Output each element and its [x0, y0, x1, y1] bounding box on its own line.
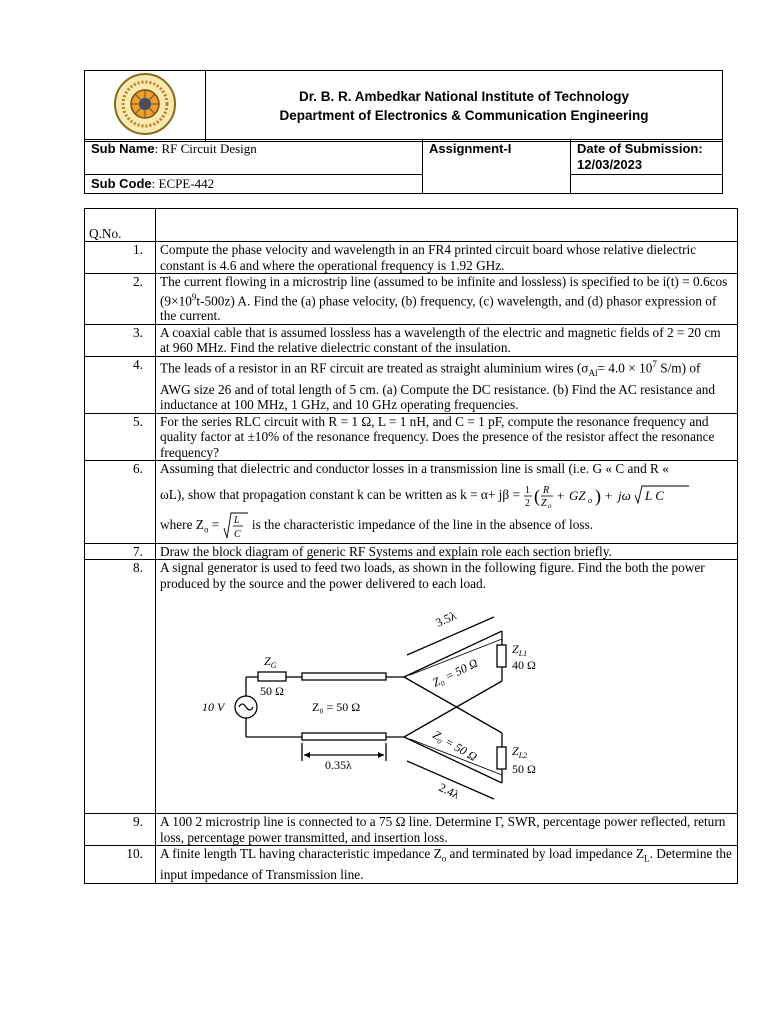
sub-name-value: : RF Circuit Design: [154, 141, 257, 156]
sub-name-cell: [85, 140, 423, 175]
header-title-cell: [206, 71, 723, 142]
svg-text:+: +: [605, 487, 613, 503]
question-text: Assuming that dielectric and conductor losses in a transmission line is small (i.e. G « C and R « ωL), show that propagation constant k can be written as k = α+ jβ = 1 2 ( R Z o + GZ o ) + jω L C where $Z_o$ = L C is the characteristic impedance of the line in the absence of loss.: [156, 461, 738, 544]
sub-code-value: : ECPE-442: [151, 176, 215, 191]
subject-info-table: [84, 139, 723, 194]
question-number: 3.: [85, 324, 156, 356]
question-number: 4.: [85, 356, 156, 413]
date-value: 12/03/2023: [577, 157, 643, 172]
question-number: 9.: [85, 814, 156, 846]
question-number: 1.: [85, 242, 156, 274]
svg-text:L: L: [233, 514, 240, 526]
logo-cell: [85, 71, 206, 142]
svg-text:o: o: [588, 495, 593, 505]
zl2-value: 50 Ω: [512, 762, 536, 776]
header-table: [84, 70, 723, 142]
date-cell: [571, 140, 723, 175]
department-name: Department of Electronics & Communication Engineering: [279, 108, 649, 123]
institute-seal-icon: [113, 72, 177, 136]
zl1-value: 40 Ω: [512, 658, 536, 672]
zg-value: 50 Ω: [260, 684, 284, 698]
circuit-diagram: [180, 595, 540, 813]
z0-top: Z₀ = 50 Ω: [430, 655, 481, 690]
svg-text:Z: Z: [541, 497, 547, 509]
header-blank: [156, 209, 738, 242]
svg-text:C: C: [233, 528, 241, 540]
source-label: 10 V: [202, 700, 225, 714]
question-text: A finite length TL having characteristic impedance $Z_o$ and terminated by load impedance $Z_L$. Determine the input impedance of Transmission line.: [156, 846, 738, 884]
zl1-label: $Z_{L1}$: [512, 642, 528, 658]
question-number: 5.: [85, 413, 156, 461]
sub-code-cell: [85, 175, 423, 194]
propagation-formula: [523, 483, 691, 509]
question-number: 7.: [85, 543, 156, 560]
sub-code-label: Sub Code: [91, 176, 152, 191]
length-bottom: 2.4λ: [436, 780, 462, 802]
question-text: For the series RLC circuit with R = 1 Ω, L = 1 nH, and C = 1 pF, compute the resonance frequency and quality factor at ±10% of the resonance frequency. Does the presence of the resistor affect the resonance frequency?: [156, 413, 738, 461]
svg-text:GZ: GZ: [569, 487, 586, 503]
question-text: A 100 2 microstrip line is connected to a 75 Ω line. Determine Γ, SWR, percentage power reflected, return loss, percentage power transmitted, and insertion loss.: [156, 814, 738, 846]
zl2-label: $Z_{L2}$: [512, 744, 528, 760]
svg-text:R: R: [543, 484, 550, 496]
questions-table: [84, 208, 738, 884]
question-number: 6.: [85, 461, 156, 544]
svg-text:2: 2: [525, 497, 531, 509]
svg-text:): ): [595, 485, 602, 506]
qno-header: Q.No.: [85, 209, 156, 242]
question-text: Compute the phase velocity and wavelength in an FR4 printed circuit board whose relative dielectric constant is 4.6 and where the operational frequency is 1.92 GHz.: [156, 242, 738, 274]
svg-text:L C: L C: [645, 487, 665, 503]
zg-label: $Z_G$: [264, 654, 277, 670]
question-number: 8.: [85, 560, 156, 814]
question-number: 10.: [85, 846, 156, 884]
impedance-formula: [223, 511, 249, 541]
question-text: The current flowing in a microstrip line (assumed to be infinite and lossless) is specified to be i(t) = 0.6cos $(9\times 10^9t-500z)$ A. Find the (a) phase velocity, (b) frequency, (c) wavelength, and (d) phasor expression of the current.: [156, 274, 738, 325]
length-top: 3.5λ: [433, 608, 459, 630]
question-text: A signal generator is used to feed two loads, as shown in the following figure. Find the both the power produced by the source and the power delivered to each load. $Z_G$ 50 Ω 10 V Z₀ = 50 Ω 0.35λ 3.5λ Z₀ = 50 Ω Z₀ = 50 Ω 2.4λ $Z_{L1}$ 40 Ω $Z_{L2}$ 50 Ω: [156, 560, 738, 814]
question-number: 2.: [85, 274, 156, 325]
question-text: A coaxial cable that is assumed lossless has a wavelength of the electric and magnetic fields of 2 = 20 cm at 960 MHz. Find the relative dielectric constant of the insulation.: [156, 324, 738, 356]
svg-text:o: o: [548, 501, 552, 509]
z0-bottom: Z₀ = 50 Ω: [430, 727, 480, 764]
svg-text:jω: jω: [618, 487, 632, 503]
svg-text:1: 1: [525, 484, 531, 496]
question-text: The leads of a resistor in an RF circuit are treated as straight aluminium wires ($\sigma_{Al}= 4.0 \times 10^7$ S/m) of AWG size 26 and of total length of 5 cm. (a) Compute the DC resistance. (b) Find the AC resistance and inductance at 100 MHz, 1 GHz, and 10 GHz operating frequencies.: [156, 356, 738, 413]
length-main: 0.35λ: [325, 758, 352, 772]
empty-cell: [571, 175, 723, 194]
z0-main: Z₀ = 50 Ω: [312, 700, 361, 714]
sub-name-label: Sub Name: [91, 141, 155, 156]
date-label: Date of Submission:: [577, 141, 703, 156]
assignment-cell: [423, 140, 571, 194]
question-text: Draw the block diagram of generic RF Systems and explain role each section briefly.: [156, 543, 738, 560]
assignment-title: Assignment-I: [429, 141, 512, 156]
institute-name: Dr. B. R. Ambedkar National Institute of Technology: [298, 89, 630, 104]
svg-text:(: (: [534, 485, 541, 506]
svg-text:+: +: [557, 487, 565, 503]
